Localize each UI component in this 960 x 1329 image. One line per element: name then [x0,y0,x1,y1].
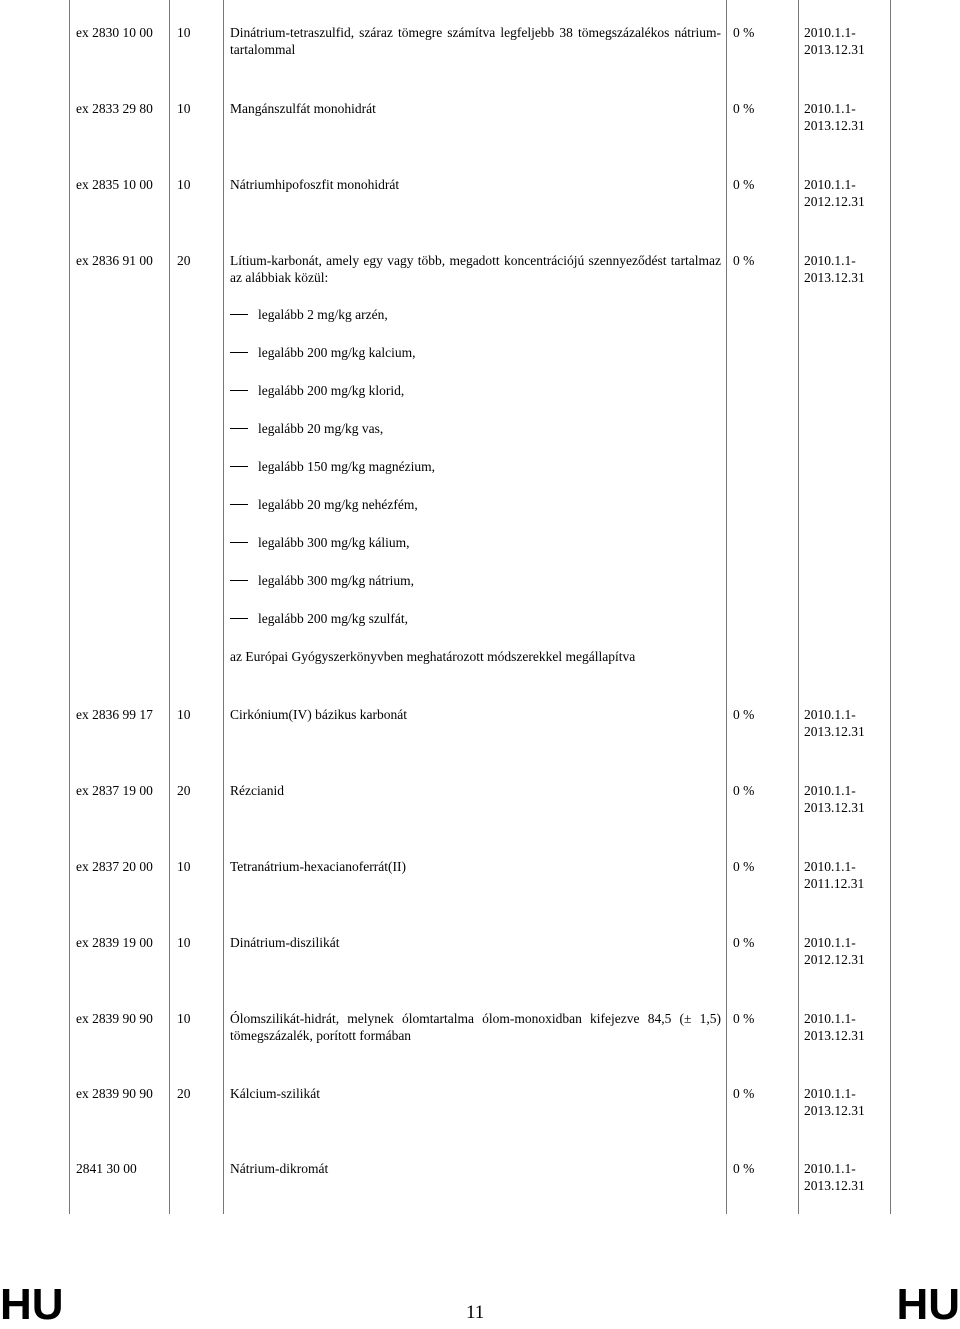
product-description: Rézcianid [230,783,284,798]
dash-icon [230,390,248,391]
validity-end: 2013.12.31 [804,1028,865,1043]
validity-period [804,858,884,892]
duty-rate: 0 % [733,101,755,116]
taric-code: 10 [177,707,191,722]
validity-end: 2012.12.31 [804,952,865,967]
product-description: Tetranátrium-hexacianoferrát(II) [230,859,406,874]
taric-code: 10 [177,101,191,116]
duty-rate: 0 % [733,25,755,40]
table-rule-left [69,0,70,1214]
dash-icon [230,466,248,467]
validity-period [804,1085,884,1119]
validity-period [804,1160,884,1194]
footer-language-left: HU [0,1280,64,1329]
validity-end: 2013.12.31 [804,1178,865,1193]
dash-icon [230,618,248,619]
cn-code: ex 2830 10 00 [76,25,153,40]
footer-language-right: HU [896,1280,960,1329]
impurity-item: legalább 300 mg/kg kálium, [230,534,850,551]
cn-code: ex 2839 19 00 [76,935,153,950]
validity-start: 2010.1.1- [804,253,856,268]
validity-period [804,934,884,968]
table-rule-rate [798,0,799,1214]
cn-code: ex 2837 20 00 [76,859,153,874]
dash-icon [230,542,248,543]
duty-rate: 0 % [733,859,755,874]
validity-start: 2010.1.1- [804,1086,856,1101]
validity-end: 2013.12.31 [804,1103,865,1118]
validity-end: 2012.12.31 [804,194,865,209]
validity-end: 2011.12.31 [804,876,865,891]
duty-rate: 0 % [733,1161,755,1176]
dash-icon [230,314,248,315]
taric-code: 20 [177,783,191,798]
validity-end: 2013.12.31 [804,118,865,133]
product-description: Lítium-karbonát, amely egy vagy több, megadott koncentrációjú szennyeződést tartalmaz az alábbiak közül: [230,253,721,285]
product-description: Mangánszulfát monohidrát [230,101,376,116]
validity-start: 2010.1.1- [804,783,856,798]
taric-code: 10 [177,935,191,950]
validity-start: 2010.1.1- [804,1161,856,1176]
taric-code: 10 [177,177,191,192]
taric-code: 10 [177,25,191,40]
taric-code: 10 [177,1011,191,1026]
table-rule-date [890,0,891,1214]
cn-code: ex 2839 90 90 [76,1086,153,1101]
validity-start: 2010.1.1- [804,707,856,722]
validity-start: 2010.1.1- [804,935,856,950]
cn-code: ex 2839 90 90 [76,1011,153,1026]
page-number: 11 [466,1302,485,1323]
validity-period [804,100,884,134]
validity-start: 2010.1.1- [804,1011,856,1026]
duty-rate: 0 % [733,1011,755,1026]
product-description: Cirkónium(IV) bázikus karbonát [230,707,407,722]
duty-rate: 0 % [733,783,755,798]
duty-rate: 0 % [733,253,755,268]
impurity-item: legalább 200 mg/kg szulfát, [230,610,850,627]
product-description: Nátrium-dikromát [230,1161,329,1176]
validity-start: 2010.1.1- [804,177,856,192]
impurity-item: legalább 20 mg/kg vas, [230,420,850,437]
taric-code: 20 [177,1086,191,1101]
table-rule-taric [223,0,224,1214]
impurity-item: legalább 300 mg/kg nátrium, [230,572,850,589]
impurity-note: az Európai Gyógyszerkönyvben meghatározott módszerekkel megállapítva [230,649,636,664]
product-description: Dinátrium-tetraszulfid, száraz tömegre számítva legfeljebb 38 tömegszázalékos nátrium-tartalommal [230,25,721,57]
duty-rate: 0 % [733,707,755,722]
cn-code: ex 2835 10 00 [76,177,153,192]
impurity-item: legalább 150 mg/kg magnézium, [230,458,850,475]
validity-start: 2010.1.1- [804,859,856,874]
cn-code: ex 2836 91 00 [76,253,153,268]
dash-icon [230,428,248,429]
table-rule-desc [726,0,727,1214]
cn-code: 2841 30 00 [76,1161,137,1176]
taric-code: 20 [177,253,191,268]
product-description: Dinátrium-diszilikát [230,935,340,950]
product-description: Nátriumhipofoszfit monohidrát [230,177,400,192]
cn-code: ex 2836 99 17 [76,707,153,722]
cn-code: ex 2837 19 00 [76,783,153,798]
product-description: Ólomszilikát-hidrát, melynek ólomtartalma ólom-monoxidban kifejezve 84,5 (± 1,5) tömegszázalék, porított formában [230,1011,721,1043]
impurity-item: legalább 20 mg/kg nehézfém, [230,496,850,513]
dash-icon [230,504,248,505]
validity-start: 2010.1.1- [804,25,856,40]
validity-period [804,252,884,286]
dash-icon [230,580,248,581]
validity-period [804,706,884,740]
validity-end: 2013.12.31 [804,800,865,815]
validity-period [804,1010,884,1044]
validity-period [804,176,884,210]
validity-start: 2010.1.1- [804,101,856,116]
validity-period [804,782,884,816]
validity-end: 2013.12.31 [804,724,865,739]
cn-code: ex 2833 29 80 [76,101,153,116]
product-description: Kálcium-szilikát [230,1086,320,1101]
impurity-item: legalább 2 mg/kg arzén, [230,306,850,323]
validity-period [804,24,884,58]
duty-rate: 0 % [733,935,755,950]
duty-rate: 0 % [733,177,755,192]
taric-code: 10 [177,859,191,874]
dash-icon [230,352,248,353]
validity-end: 2013.12.31 [804,42,865,57]
impurity-item: legalább 200 mg/kg klorid, [230,382,850,399]
duty-rate: 0 % [733,1086,755,1101]
impurity-item: legalább 200 mg/kg kalcium, [230,344,850,361]
validity-end: 2013.12.31 [804,270,865,285]
